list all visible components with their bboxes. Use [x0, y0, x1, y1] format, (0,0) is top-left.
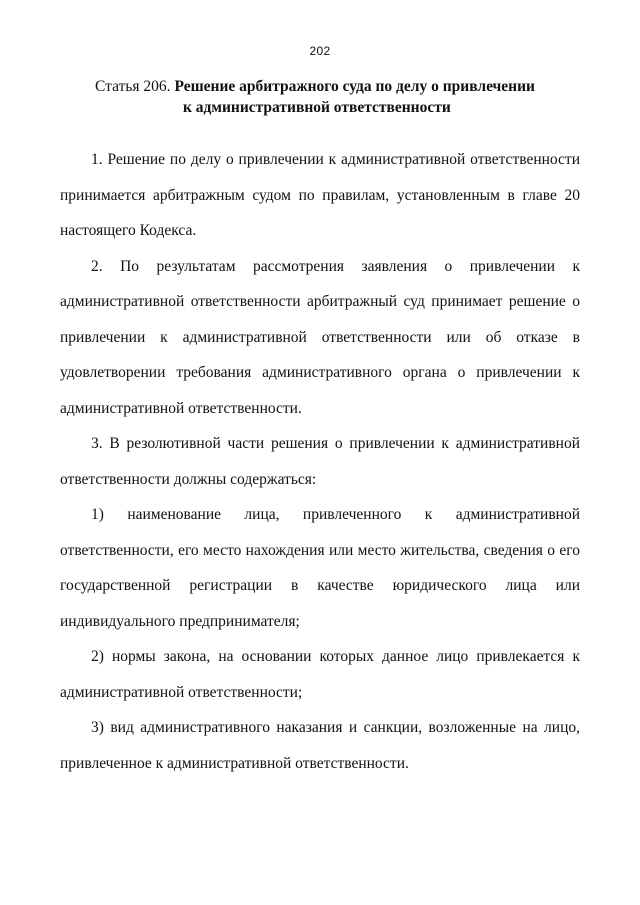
article-title-line-2: к административной ответственности: [183, 99, 451, 116]
paragraph-3: 3. В резолютивной части решения о привлечении к административной ответственности должны содержаться:: [60, 435, 580, 488]
list-item-2: 2) нормы закона, на основании которых данное лицо привлекается к административной ответственности;: [60, 648, 580, 701]
paragraph-1: 1. Решение по делу о привлечении к административной ответственности принимается арбитражным судом по правилам, установленным в главе 20 настоящего Кодекса.: [60, 151, 580, 239]
article-title-line-1: Решение арбитражного суда по делу о привлечении: [174, 78, 535, 95]
page-number: 202: [309, 44, 331, 58]
article-label: Статья 206.: [95, 78, 171, 95]
paragraph-2: 2. По результатам рассмотрения заявления о привлечении к административной ответственности арбитражный суд принимает решение о привлечении к административной ответственности или об отказе в удовлетворении требования административного органа о привлечении к административной ответственности.: [60, 257, 580, 417]
article-heading: [95, 76, 565, 118]
list-item-1: 1) наименование лица, привлеченного к административной ответственности, его место нахождения или место жительства, сведения о его государственной регистрации в качестве юридического лица или индивидуального предпринимателя;: [60, 506, 580, 630]
list-item-3: 3) вид административного наказания и санкции, возложенные на лицо, привлеченное к административной ответственности.: [60, 719, 580, 772]
article-body: [60, 142, 580, 781]
